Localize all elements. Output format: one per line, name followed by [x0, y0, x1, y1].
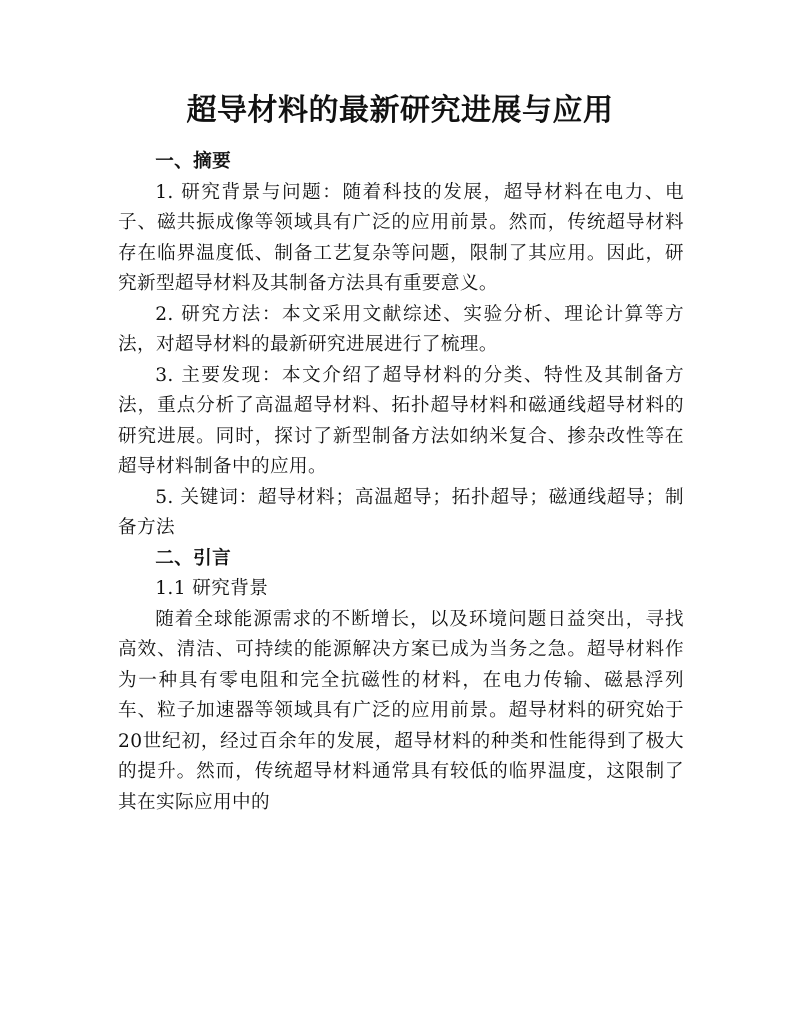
subsection-heading-background: 1.1 研究背景: [155, 578, 269, 599]
paragraph-research-methods: 2. 研究方法：本文采用文献综述、实验分析、理论计算等方法，对超导材料的最新研究进展进行了梳理。: [118, 303, 684, 355]
document-body: [118, 147, 684, 818]
section-heading-abstract: 一、摘要: [155, 151, 232, 172]
paragraph-introduction-background: 随着全球能源需求的不断增长，以及环境问题日益突出，寻找高效、清洁、可持续的能源解决方案已成为当务之急。超导材料作为一种具有零电阻和完全抗磁性的材料，在电力传输、磁悬浮列车、粒子加速器等领域具有广泛的应用前景。超导材料的研究始于20世纪初，经过百余年的发展，超导材料的种类和性能得到了极大的提升。然而，传统超导材料通常具有较低的临界温度，这限制了其在实际应用中的: [118, 608, 684, 813]
section-heading-introduction: 二、引言: [155, 547, 232, 569]
paragraph-research-background: 1. 研究背景与问题：随着科技的发展，超导材料在电力、电子、磁共振成像等领域具有广泛的应用前景。然而，传统超导材料存在临界温度低、制备工艺复杂等问题，限制了其应用。因此，研究新型超导材料及其制备方法具有重要意义。: [118, 181, 684, 294]
paragraph-keywords: 5. 关键词：超导材料；高温超导；拓扑超导；磁通线超导；制备方法: [118, 486, 684, 538]
paragraph-main-findings: 3. 主要发现：本文介绍了超导材料的分类、特性及其制备方法，重点分析了高温超导材料、拓扑超导材料和磁通线超导材料的研究进展。同时，探讨了新型制备方法如纳米复合、掺杂改性等在超导材料制备中的应用。: [118, 364, 684, 477]
document-title: 超导材料的最新研究进展与应用: [186, 93, 614, 128]
